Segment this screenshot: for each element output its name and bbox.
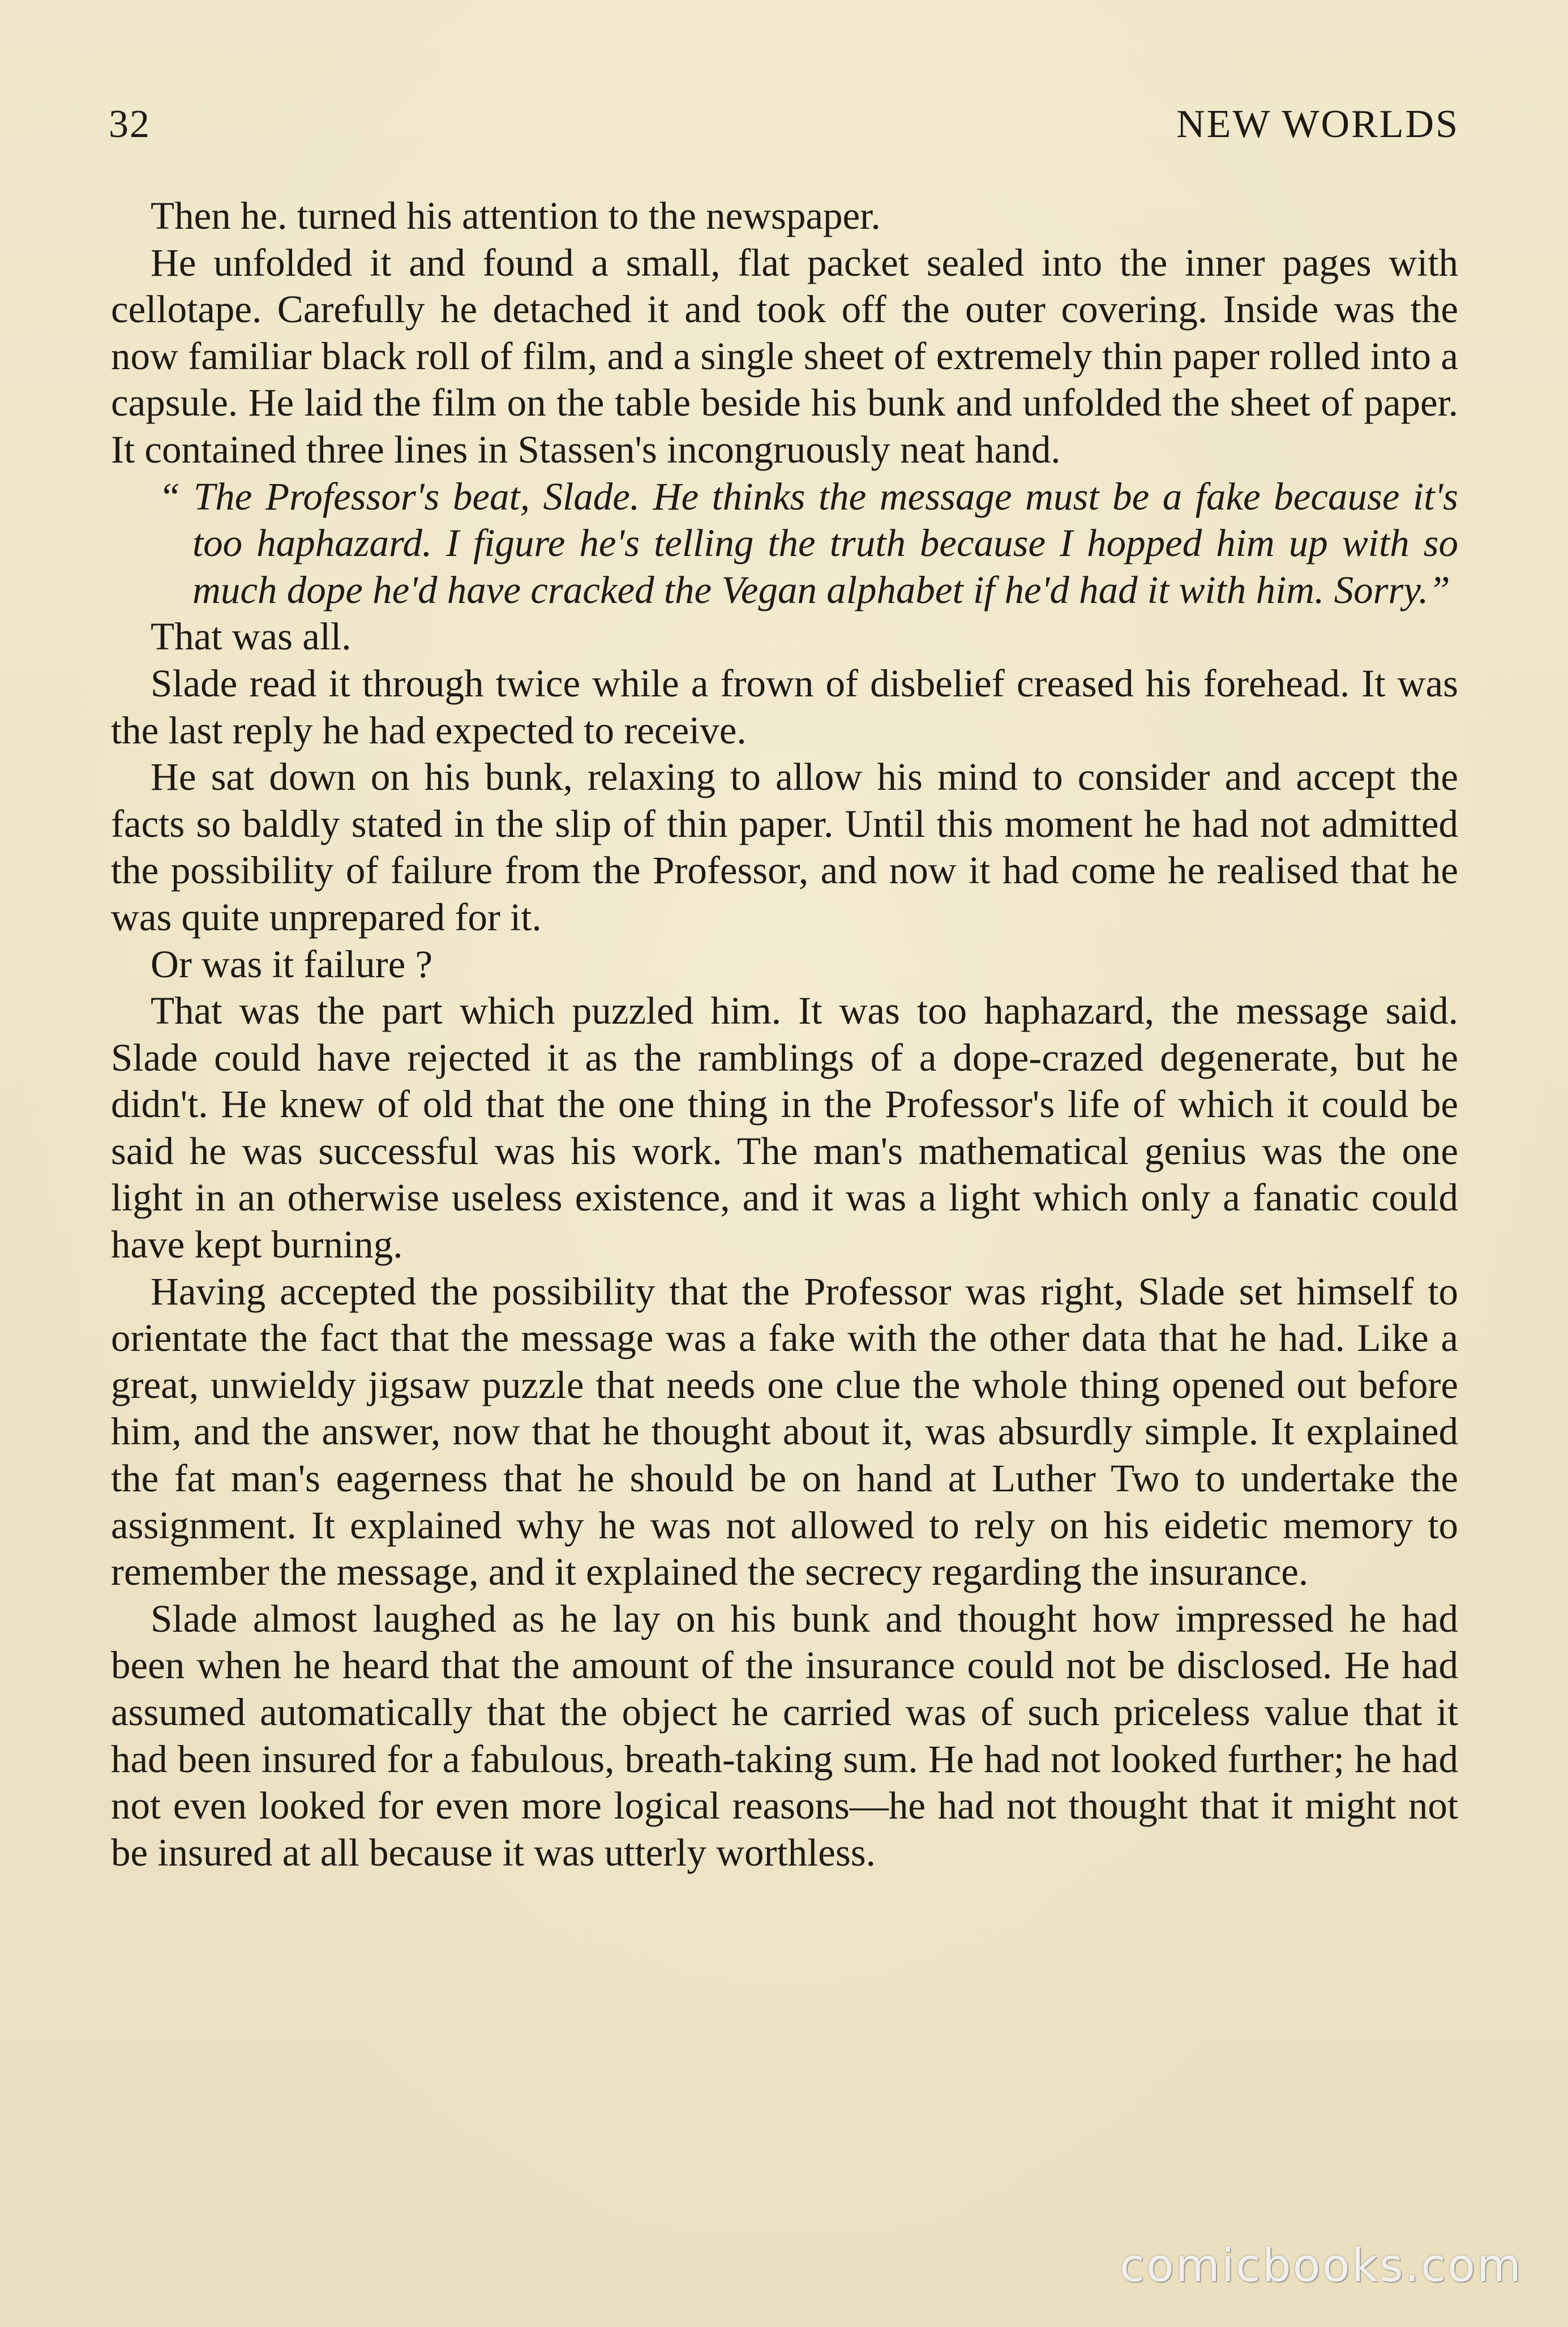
paragraph: He sat down on his bunk, relaxing to allow his mind to consider and accept the facts so baldly stated in the slip of thin paper. Until this moment he had not admitted the possibility of failure from the Professor, and now it had come he realised that he was quite unprepared for it.	[111, 755, 1458, 939]
running-head	[109, 102, 1459, 153]
site-watermark: comicbooks.com	[1119, 2239, 1523, 2292]
paragraph: Slade almost laughed as he lay on his bunk and thought how impressed he had been when he heard that the amount of the insurance could not be disclosed. He had assumed automatically that the object he carried was of such priceless value that it had been insured for a fabulous, breath-taking sum. He had not looked further; he had not even looked for even more logical reasons—he had not thought that it might not be insured at all because it was utterly worthless.	[111, 1597, 1458, 1874]
paragraph: That was all.	[151, 615, 352, 658]
paragraph: Slade read it through twice while a frown of disbelief creased his forehead. It was the last reply he had expected to receive.	[111, 661, 1458, 752]
paragraph: Having accepted the possibility that the Professor was right, Slade set himself to orientate the fact that the message was a fake with the other data that he had. Like a great, unwieldy jigsaw puzzle that needs one clue the whole thing opened out before him, and the answer, now that he thought about it, was absurdly simple. It explained the fat man's eagerness that he should be on hand at Luther Two to undertake the assignment. It explained why he was not allowed to rely on his eidetic memory to remember the message, and it explained the secrecy regarding the insurance.	[111, 1269, 1458, 1594]
page-number: 32	[109, 102, 151, 146]
magazine-title: NEW WORLDS	[1176, 102, 1459, 146]
story-body	[111, 193, 1458, 1876]
paragraph: That was the part which puzzled him. It was too haphazard, the message said. Slade could have rejected it as the ramblings of a dope-crazed degenerate, but he didn't. He knew of old that the one thing in the Professor's life of which it could be said he was successful was his work. The man's mathematical genius was the one light in an otherwise useless existence, and it was a light which only a fanatic could have kept burning.	[111, 989, 1458, 1267]
paragraph: Then he. turned his attention to the newspaper.	[151, 194, 881, 237]
paragraph: He unfolded it and found a small, flat packet sealed into the inner pages with cellotape. Carefully he detached it and took off the outer covering. Inside was the now familiar black roll of film, and a single sheet of extremely thin paper rolled into a capsule. He laid the film on the table beside his bunk and unfolded the sheet of paper. It contained three lines in Stassen's incongruously neat hand.	[111, 241, 1458, 471]
quoted-message: “ The Professor's beat, Slade. He thinks the message must be a fake because it's too haphazard. I figure he's telling the truth because I hopped him up with so much dope he'd have cracked the Vegan alphabet if he'd had it with him. Sorry.”	[158, 474, 1458, 611]
paragraph: Or was it failure ?	[151, 942, 433, 986]
